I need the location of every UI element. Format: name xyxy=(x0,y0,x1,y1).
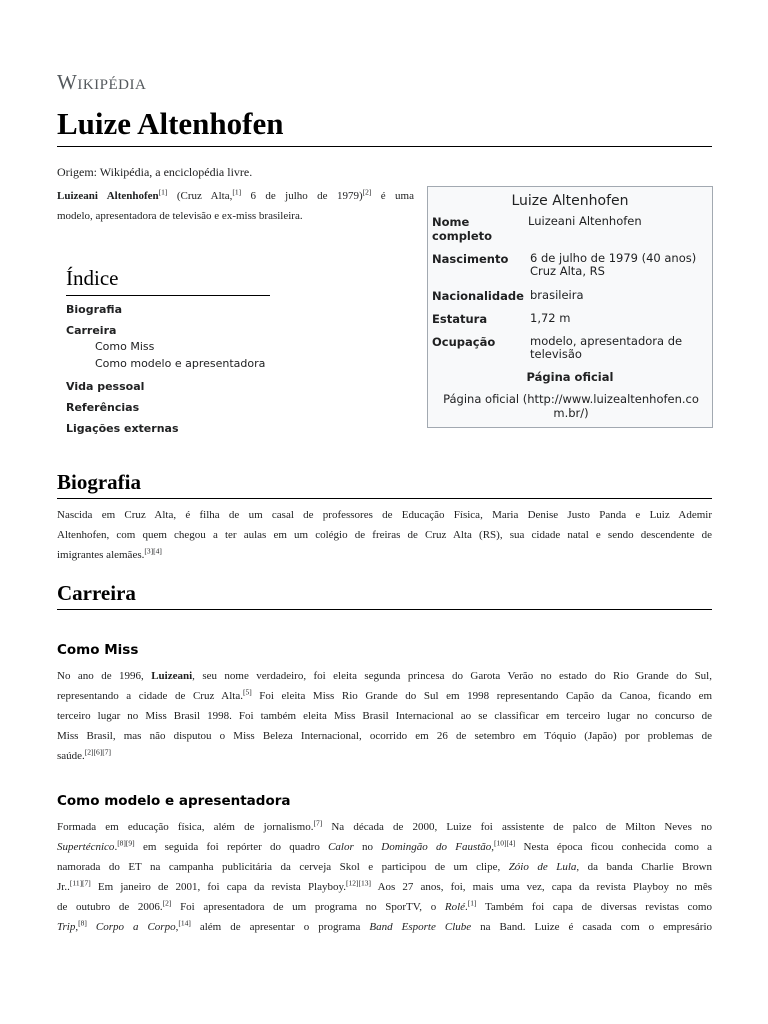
infobox-value: Luizeani Altenhofen xyxy=(528,214,642,228)
infobox-label: Nome completo xyxy=(432,215,493,243)
lead-line-1: Luizeani Altenhofen[1] (Cruz Alta,[1] 6 de julho de 1979)[2] é uma xyxy=(57,187,414,202)
infobox-row-ocupacao xyxy=(432,335,710,361)
official-site-link[interactable]: Página oficial (http://www.luizealtenhofen.co m.br/) xyxy=(443,392,699,420)
infobox-label: Ocupação xyxy=(432,335,496,349)
infobox-value: 6 de julho de 1979 (40 anos) xyxy=(530,251,697,265)
ref-link[interactable]: [2] xyxy=(162,898,172,908)
toc-item-referencias[interactable]: Referências xyxy=(66,401,140,414)
toc-item-vida-pessoal[interactable]: Vida pessoal xyxy=(66,380,145,393)
infobox-title: Luize Altenhofen xyxy=(511,193,629,209)
infobox-official-heading: Página oficial xyxy=(526,370,614,384)
infobox-label: Nascimento xyxy=(432,252,509,266)
lead-name: Luizeani Altenhofen xyxy=(57,190,159,202)
section-divider xyxy=(57,609,712,610)
toc-divider xyxy=(66,295,270,296)
ref-link[interactable]: [7] xyxy=(313,818,323,828)
ref-link[interactable]: [3][4] xyxy=(144,546,162,556)
wikipedia-wordmark[interactable]: Wikipédia xyxy=(57,70,147,94)
toc-item-como-miss[interactable]: Como Miss xyxy=(95,340,155,353)
infobox-value: brasileira xyxy=(530,288,584,302)
subsection-heading-como-miss: Como Miss xyxy=(57,642,139,658)
toc-item-carreira[interactable]: Carreira xyxy=(66,324,117,337)
infobox-value: modelo, apresentadora de televisão xyxy=(530,334,683,361)
section-divider xyxy=(57,498,712,499)
infobox-value-birthplace[interactable]: Cruz Alta, RS xyxy=(530,264,605,278)
como-miss-paragraph: No ano de 1996, Luizeani, seu nome verdadeiro, foi eleita segunda princesa do Garota Verão no estado do Rio Grande do Sul, representando a cidade de Cruz Alta.[5] Foi eleita Miss Rio Grande do Sul em 1998 representando Capão da Canoa, ficando em terceiro lugar no Miss Brasil 1998. Foi também eleita Miss Brasil Internacional ao se classificar em terceiro lugar no concurso de Miss Brasil, mas não disputou o Miss Beleza Internacional, ocorrido em 26 de setembro em Tóquio (Japão) por problemas de saúde.[2][6][7] xyxy=(57,670,713,762)
toc-item-biografia[interactable]: Biografia xyxy=(66,303,123,316)
ref-link[interactable]: [1] xyxy=(232,187,242,197)
lead-paragraph xyxy=(57,186,414,226)
ref-link[interactable]: [2] xyxy=(362,187,372,197)
infobox-label: Estatura xyxy=(432,312,488,326)
ref-link[interactable]: [14] xyxy=(178,918,191,928)
ref-link[interactable]: [5] xyxy=(242,687,252,697)
title-divider xyxy=(57,146,712,147)
infobox-label: Nacionalidade xyxy=(432,289,524,303)
section-heading-carreira: Carreira xyxy=(57,581,136,605)
subsection-heading-como-modelo: Como modelo e apresentadora xyxy=(57,793,291,809)
infobox-row-nascimento xyxy=(432,252,710,278)
infobox xyxy=(427,186,713,428)
infobox-value: 1,72 m xyxy=(530,311,571,325)
ref-link[interactable]: [11][7] xyxy=(69,878,91,888)
ref-link[interactable]: [2][6][7] xyxy=(84,747,112,757)
infobox-row-nome xyxy=(432,215,710,243)
toc-item-como-modelo[interactable]: Como modelo e apresentadora xyxy=(95,357,266,370)
section-heading-biografia: Biografia xyxy=(57,470,141,494)
infobox-row-estatura xyxy=(432,312,710,326)
ref-link[interactable]: [1] xyxy=(158,187,168,197)
ref-link[interactable]: [8][9] xyxy=(117,838,135,848)
ref-link[interactable]: [8] xyxy=(78,918,87,928)
biografia-paragraph: Nascida em Cruz Alta, é filha de um casal de professores de Educação Física, Maria Denise Justo Panda e Luiz Ademir Altenhofen, com quem chegou a ter aulas em um colégio de freiras de Cruz Alta (RS), sua cidade natal e sendo descendente de imigrantes alemães.[3][4] xyxy=(57,509,712,561)
ref-link[interactable]: [1] xyxy=(467,898,477,908)
origin-note: Origem: Wikipédia, a enciclopédia livre. xyxy=(57,165,253,179)
lead-line-2: modelo, apresentadora de televisão e ex-miss brasileira. xyxy=(57,210,303,222)
toc-item-ligacoes[interactable]: Ligações externas xyxy=(66,422,179,435)
ref-link[interactable]: [12][13] xyxy=(346,878,372,888)
page-title: Luize Altenhofen xyxy=(57,106,284,141)
ref-link[interactable]: [10][4] xyxy=(494,838,516,848)
como-modelo-paragraph: Formada em educação física, além de jornalismo.[7] Na década de 2000, Luize foi assistente de palco de Milton Neves no Supertécnico.[8][9] em seguida foi repórter do quadro Calor no Domingão do Faustão,[10][4] Nesta época ficou conhecida como a namorada do ET na campanha publicitária da cerveja Skol e participou de um clipe, Zóio de Lula, da banda Charlie Brown Jr..[11][7] Em janeiro de 2001, foi capa da revista Playboy.[12][13] Aos 27 anos, foi, mais uma vez, capa da revista Playboy no mês de outubro de 2006.[2] Foi apresentadora de um programa no SporTV, o Rolé.[1] Também foi capa de diversas revistas como Trip,[8] Corpo a Corpo,[14] além de apresentar o programa Band Esporte Clube na Band. Luize é casada com o empresário xyxy=(57,818,713,933)
toc-title: Índice xyxy=(66,266,119,290)
infobox-row-nacionalidade xyxy=(432,289,710,303)
